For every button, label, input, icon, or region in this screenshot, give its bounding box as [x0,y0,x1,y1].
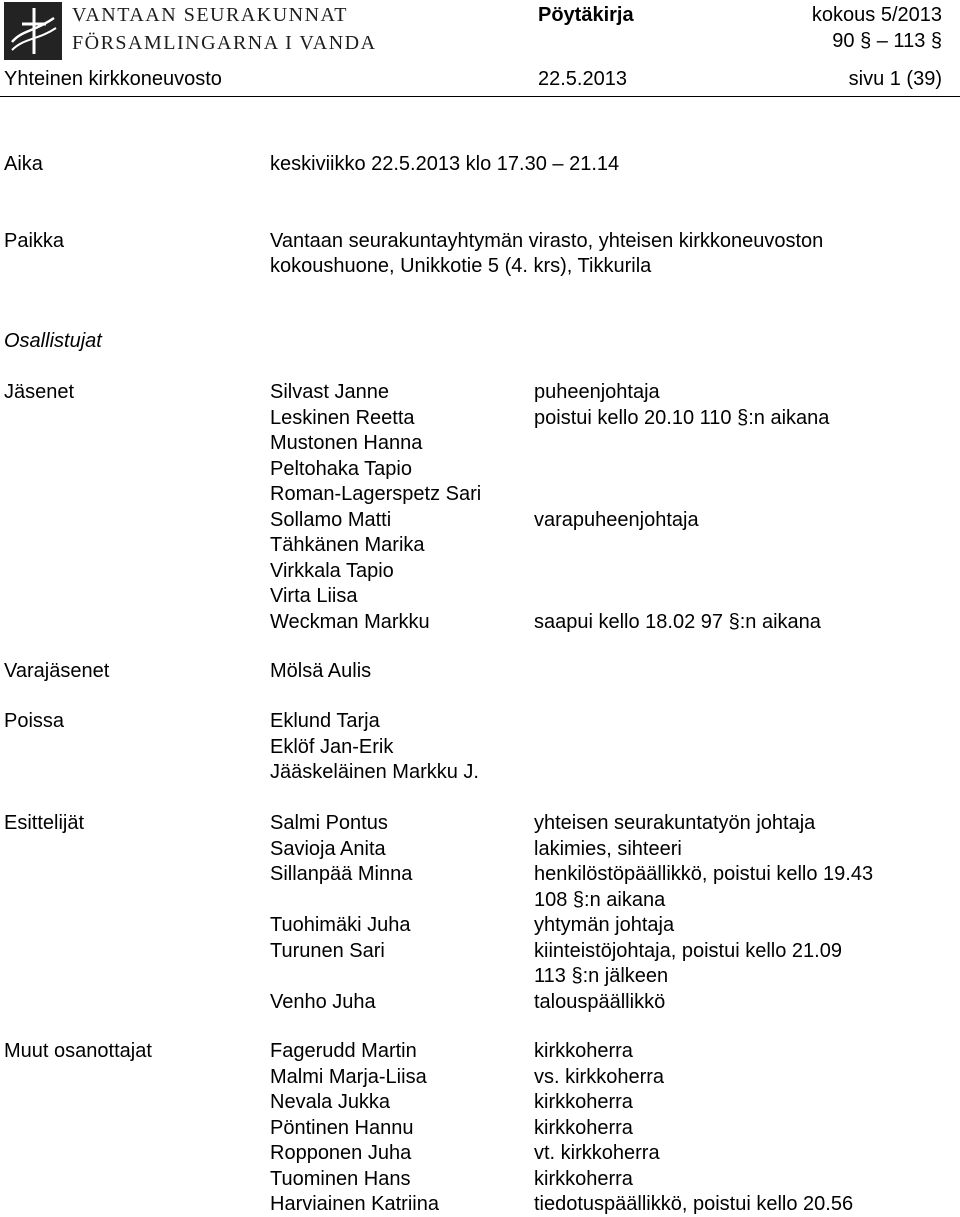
org-name-finnish: VANTAAN SEURAKUNNAT [72,4,348,26]
presenter-name: Venho Juha [270,990,376,1013]
deputies-label: Varajäsenet [4,660,110,682]
presenter-name: Salmi Pontus [270,812,388,834]
member-note: puheenjohtaja [534,381,660,403]
other-name: Nevala Jukka [270,1091,391,1113]
member-name: Silvast Janne [270,381,389,403]
presenters-label: Esittelijät [4,812,85,834]
member-name: Weckman Markku [270,610,430,633]
member-note: poistui kello 20.10 110 §:n aikana [534,406,830,429]
church-logo [4,2,62,60]
presenter-role: yhteisen seurakuntatyön johtaja [534,812,816,834]
other-name: Ropponen Juha [270,1142,412,1164]
meeting-number: kokous 5/2013 [811,4,942,26]
member-note: varapuheenjohtaja [534,508,699,531]
presenter-role: lakimies, sihteeri [534,837,682,860]
presenter-name: Turunen Sari [270,939,385,962]
member-name: Roman-Lagerspetz Sari [270,483,482,505]
absent-name: Eklund Tarja [270,710,380,732]
other-role: vs. kirkkoherra [534,1065,665,1088]
org-name-swedish: FÖRSAMLINGARNA I VANDA [72,32,377,54]
other-role: kirkkoherra [534,1167,633,1190]
presenter-role-cont: 113 §:n jälkeen [534,965,669,987]
others-label: Muut osanottajat [4,1040,152,1062]
presenter-name: Sillanpää Minna [270,863,413,885]
member-name: Mustonen Hanna [270,432,423,454]
member-name: Tähkänen Marika [270,534,425,556]
other-role: vt. kirkkoherra [534,1142,660,1164]
other-name: Fagerudd Martin [270,1040,417,1062]
member-name: Sollamo Matti [270,508,392,531]
place-label: Paikka [4,230,65,252]
other-role: kirkkoherra [534,1116,633,1139]
member-name: Virta Liisa [270,585,358,607]
other-name: Harviainen Katriina [270,1193,439,1215]
other-name: Malmi Marja-Liisa [270,1065,427,1088]
body-name: Yhteinen kirkkoneuvosto [4,68,222,90]
presenter-role: talouspäällikkö [534,990,666,1013]
other-role: kirkkoherra [534,1091,633,1113]
member-note: saapui kello 18.02 97 §:n aikana [534,610,821,633]
other-role: tiedotuspäällikkö, poistui kello 20.56 [534,1193,854,1215]
deputy-name: Mölsä Aulis [270,660,372,682]
presenter-name: Savioja Anita [270,837,386,860]
other-role: kirkkoherra [534,1040,633,1062]
time-value: keskiviikko 22.5.2013 klo 17.30 – 21.14 [270,153,620,175]
document-type: Pöytäkirja [538,4,634,26]
cross-icon [4,2,62,60]
other-name: Pöntinen Hannu [270,1116,414,1139]
place-line-1: Vantaan seurakuntayhtymän virasto, yhteisen kirkkoneuvoston [270,230,824,252]
page-number: sivu 1 (39) [848,68,942,90]
absent-name: Jääskeläinen Markku J. [270,761,479,783]
place-line-2: kokoushuone, Unikkotie 5 (4. krs), Tikkurila [270,255,652,277]
presenter-role-cont: 108 §:n aikana [534,888,666,911]
absent-label: Poissa [4,710,65,732]
member-name: Virkkala Tapio [270,559,394,582]
other-name: Tuominen Hans [270,1167,411,1190]
member-name: Peltohaka Tapio [270,457,412,480]
section-range: 90 § – 113 § [832,30,942,52]
absent-name: Eklöf Jan-Erik [270,735,394,758]
presenter-role: yhtymän johtaja [534,914,675,936]
presenter-role: kiinteistöjohtaja, poistui kello 21.09 [534,939,842,962]
presenter-name: Tuohimäki Juha [270,914,411,936]
presenter-role: henkilöstöpäällikkö, poistui kello 19.43 [534,863,874,885]
members-label: Jäsenet [4,381,75,403]
header-divider [0,96,960,97]
meeting-date: 22.5.2013 [538,68,627,90]
time-label: Aika [4,153,43,175]
participants-heading: Osallistujat [4,330,102,352]
member-name: Leskinen Reetta [270,406,415,429]
